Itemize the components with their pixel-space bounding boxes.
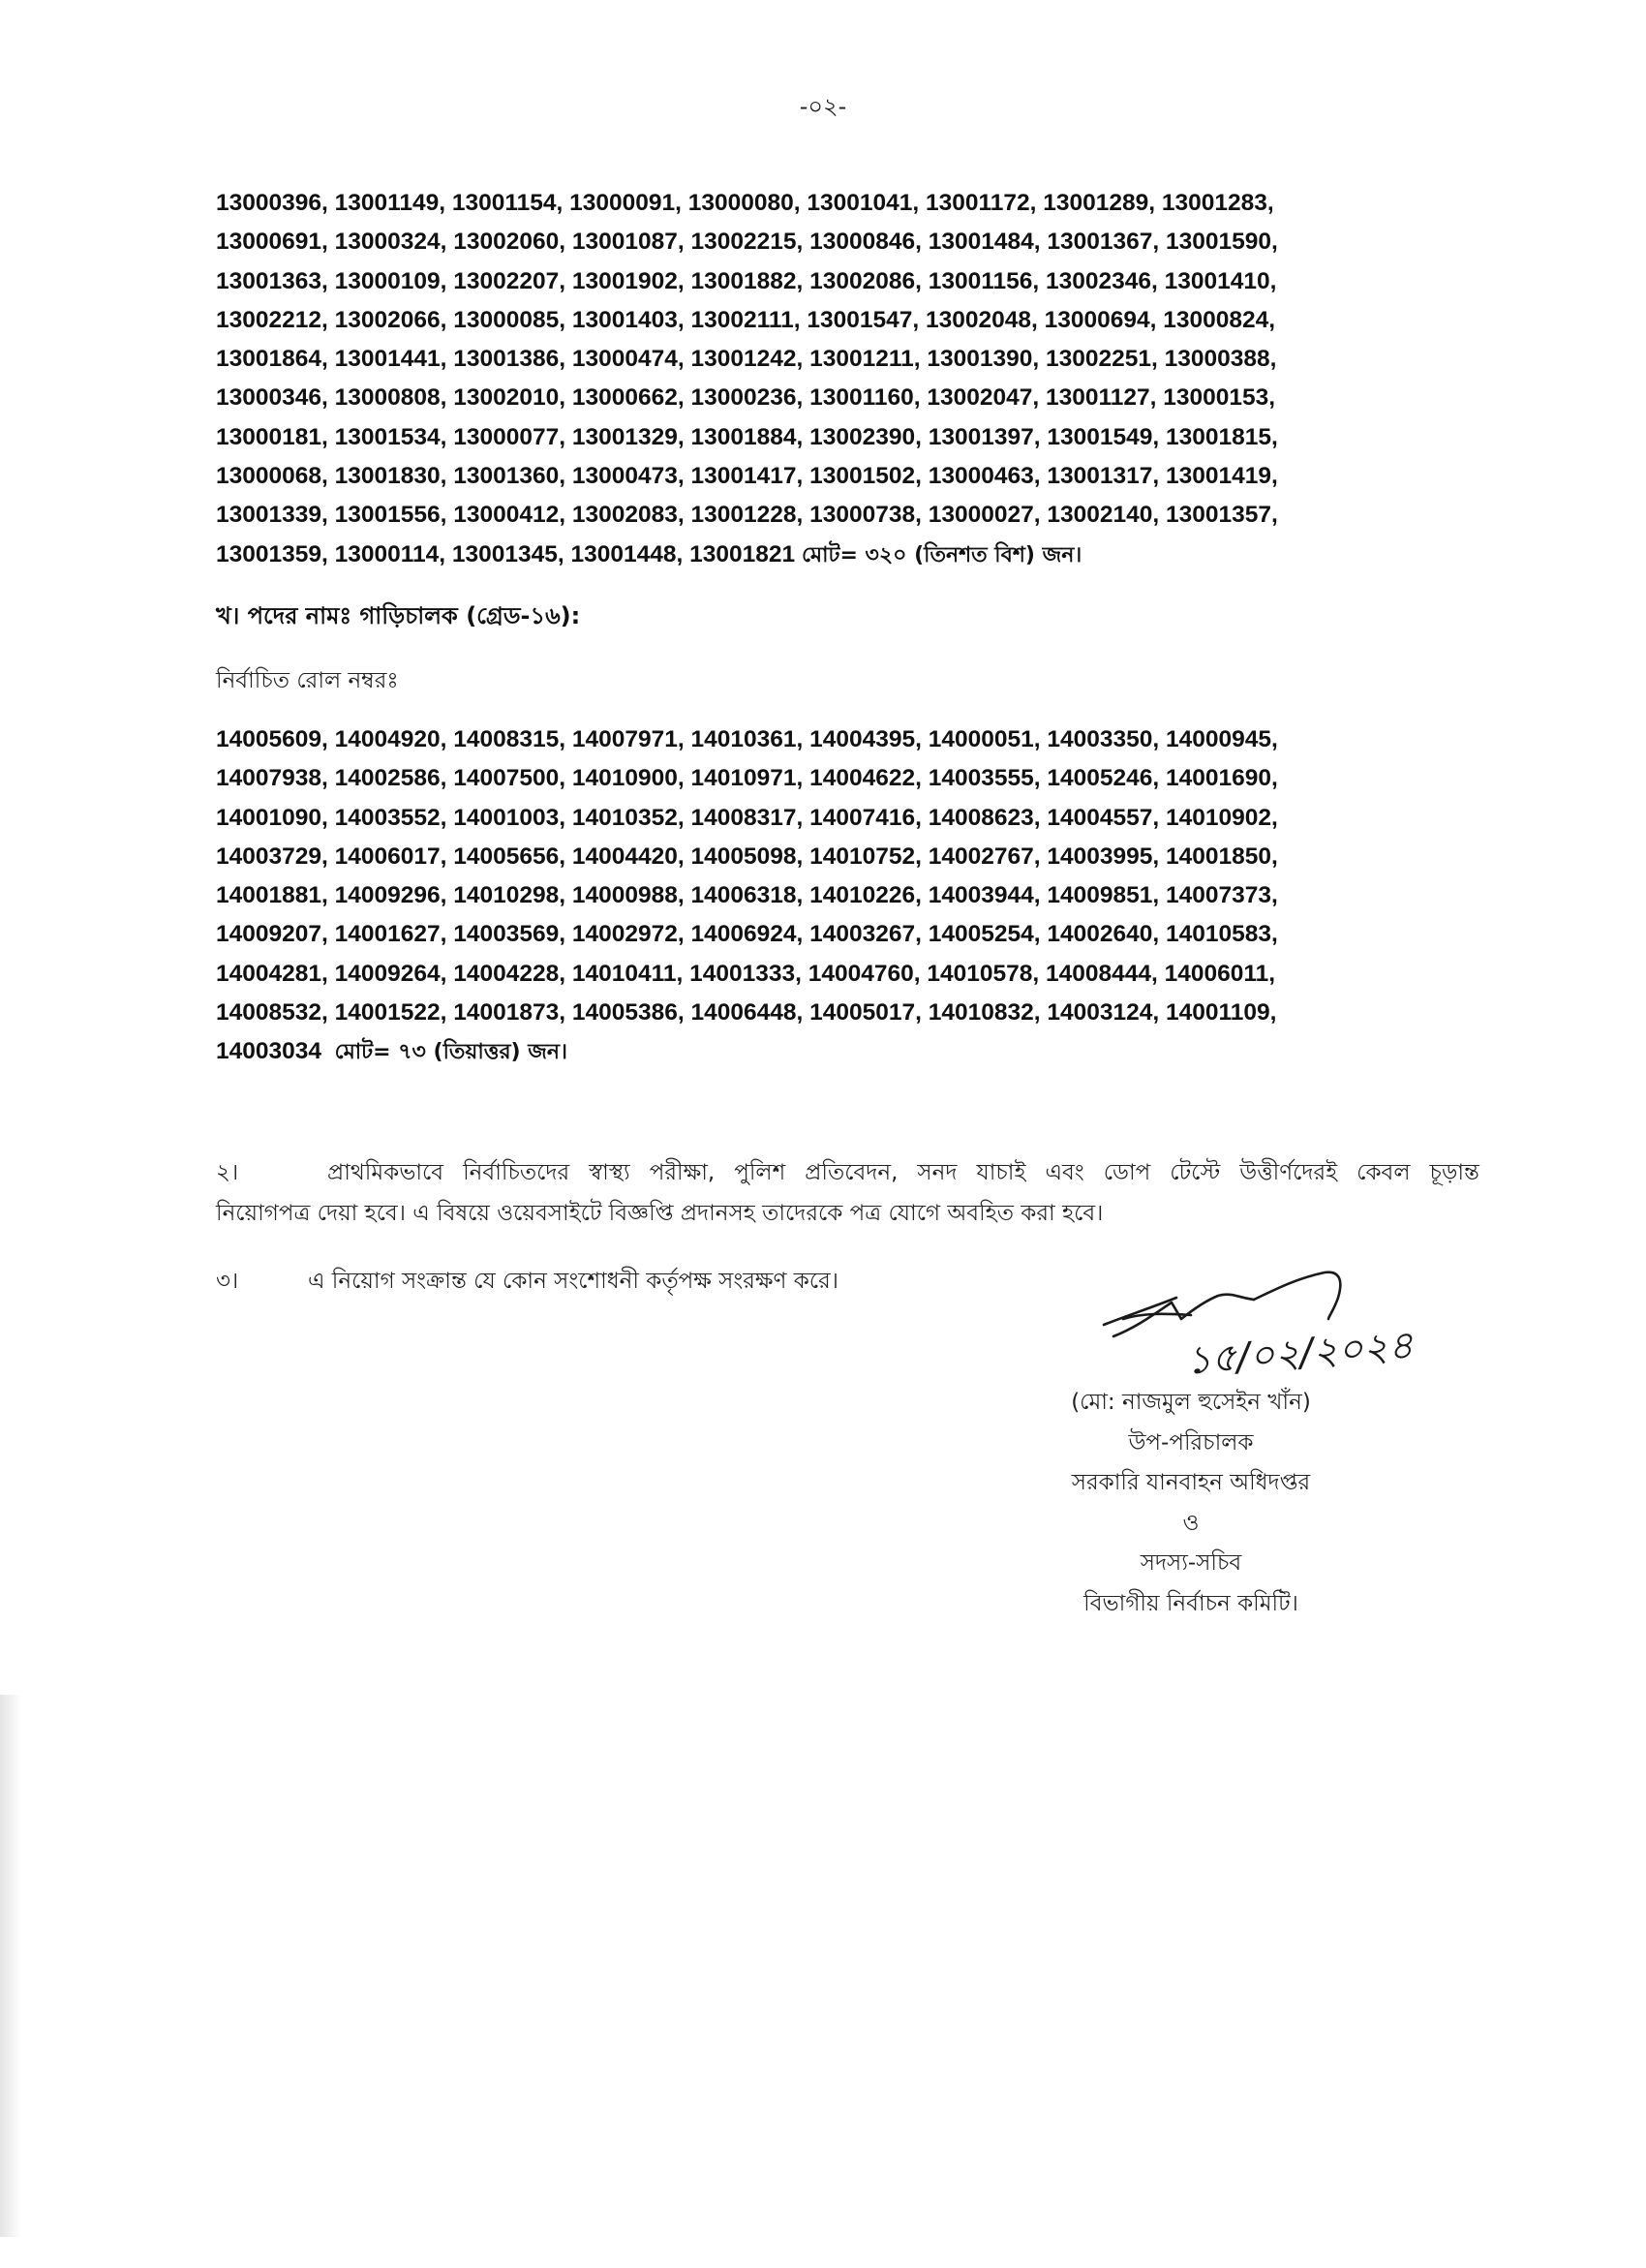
paragraph-word: এবং — [1045, 1160, 1084, 1185]
roll-line: 13000396, 13001149, 13001154, 13000091, 13000080, 13001041, 13001172, 13001289, 13001283, — [216, 190, 1274, 216]
signature-block — [1007, 1383, 1375, 1624]
page-number: -০২- — [799, 93, 847, 120]
roll-line: 13000068, 13001830, 13001360, 13000473, 13001417, 13001502, 13000463, 13001317, 13001419, — [216, 463, 1278, 490]
roll-line: 13000691, 13000324, 13002060, 13001087, 13002215, 13000846, 13001484, 13001367, 13001590, — [216, 229, 1278, 256]
roll-line: 14008532, 14001522, 14001873, 14005386, 14006448, 14005017, 14010832, 14003124, 14001109, — [216, 999, 1277, 1027]
paragraph-word: যাচাই — [976, 1160, 1026, 1185]
scan-shadow-edge — [0, 1695, 21, 2237]
paragraph-word: পরীক্ষা, — [649, 1160, 716, 1185]
signatory-office: সরকারি যানবাহন অধিদপ্তর — [1071, 1470, 1311, 1495]
paragraph-2-line-1 — [216, 1152, 1479, 1193]
roll-list-section-kha — [216, 720, 1475, 1073]
paragraph-word: সনদ — [917, 1160, 958, 1185]
total-count: মোট= ৭৩ (তিয়াত্তর) জন। — [334, 1040, 567, 1065]
paragraph-number: ২। — [216, 1160, 239, 1185]
section-heading-driver: খ। পদের নামঃ গাড়িচালক (গ্রেড-১৬): — [216, 602, 581, 629]
selected-roll-label: নির্বাচিত রোল নম্বরঃ — [216, 668, 399, 693]
last-roll-numbers: 14003034 — [216, 1038, 322, 1065]
paragraph-word: টেস্টে — [1170, 1160, 1221, 1185]
handwritten-signature — [1084, 1259, 1433, 1385]
paragraph-word: নির্বাচিতদের — [463, 1160, 570, 1185]
paragraph-word: প্রাথমিকভাবে — [327, 1160, 444, 1185]
roll-line: 13001864, 13001441, 13001386, 13000474, 13001242, 13001211, 13001390, 13002251, 13000388, — [216, 346, 1277, 373]
signatory-name: (মো: নাজমুল হুসেইন খাঁন) — [1071, 1390, 1311, 1415]
roll-list-section-ka — [216, 184, 1475, 575]
signatory-conjunction: ও — [1182, 1510, 1200, 1536]
paragraph-word: উত্তীর্ণদেরই — [1239, 1160, 1338, 1185]
roll-line: 14004281, 14009264, 14004228, 14010411, 14001333, 14004760, 14010578, 14008444, 14006011, — [216, 960, 1276, 987]
handwritten-date: ১৫/০২/২০২৪ — [1184, 1323, 1416, 1384]
roll-line: 14001881, 14009296, 14010298, 14000988, 14006318, 14010226, 14003944, 14009851, 14007373, — [216, 882, 1278, 909]
roll-line: 13002212, 13002066, 13000085, 13001403, 13002111, 13001547, 13002048, 13000694, 13000824, — [216, 306, 1276, 333]
signatory-role: সদস্য-সচিব — [1140, 1550, 1242, 1576]
signatory-committee: বিভাগীয় নির্বাচন কমিটি। — [1083, 1590, 1298, 1616]
paragraph-number: ৩। — [216, 1269, 239, 1294]
roll-line: 13001339, 13001556, 13000412, 13002083, 13001228, 13000738, 13000027, 13002140, 13001357, — [216, 502, 1278, 529]
roll-line: 13000346, 13000808, 13002010, 13000662, 13000236, 13001160, 13002047, 13001127, 13000153, — [216, 384, 1276, 412]
total-count: মোট= ৩২০ (তিনশত বিশ) জন। — [801, 542, 1082, 567]
paragraph-word: পুলিশ — [734, 1160, 786, 1185]
roll-line: 13001363, 13000109, 13002207, 13001902, 13001882, 13002086, 13001156, 13002346, 13001410, — [216, 267, 1277, 294]
roll-line-last — [216, 1032, 1475, 1072]
roll-line: 14001090, 14003552, 14001003, 14010352, 14008317, 14007416, 14008623, 14004557, 14010902, — [216, 804, 1278, 831]
roll-line: 13000181, 13001534, 13000077, 13001329, 13001884, 13002390, 13001397, 13001549, 13001815, — [216, 423, 1278, 450]
paragraph-2 — [216, 1152, 1479, 1234]
signatory-designation: উপ-পরিচালক — [1128, 1429, 1254, 1456]
paragraph-word: কেবল — [1356, 1160, 1411, 1185]
roll-line: 14005609, 14004920, 14008315, 14007971, 14010361, 14004395, 14000051, 14003350, 14000945, — [216, 726, 1278, 752]
paragraph-word: চূড়ান্ত — [1429, 1160, 1479, 1185]
paragraph-3-text: এ নিয়োগ সংক্রান্ত যে কোন সংশোধনী কর্তৃপক্ষ সংরক্ষণ করে। — [308, 1269, 838, 1294]
last-roll-numbers: 13001359, 13000114, 13001345, 13001448, 13001821 — [216, 540, 796, 567]
paragraph-word: স্বাস্থ্য — [589, 1160, 630, 1185]
paragraph-2-line-2: নিয়োগপত্র দেয়া হবে। এ বিষয়ে ওয়েবসাইটে বিজ্ঞপ্তি প্রদানসহ তাদেরকে পত্র যোগে অবহিত করা হবে। — [216, 1201, 1104, 1226]
roll-line: 14009207, 14001627, 14003569, 14002972, 14006924, 14003267, 14005254, 14002640, 14010583, — [216, 921, 1278, 948]
paragraph-word: প্রতিবেদন, — [805, 1160, 899, 1185]
roll-line: 14003729, 14006017, 14005656, 14004420, 14005098, 14010752, 14002767, 14003995, 14001850, — [216, 843, 1278, 870]
paragraph-word: ডোপ — [1103, 1160, 1151, 1185]
roll-line: 14007938, 14002586, 14007500, 14010900, 14010971, 14004622, 14003555, 14005246, 14001690, — [216, 765, 1278, 792]
roll-line-last — [216, 536, 1475, 575]
